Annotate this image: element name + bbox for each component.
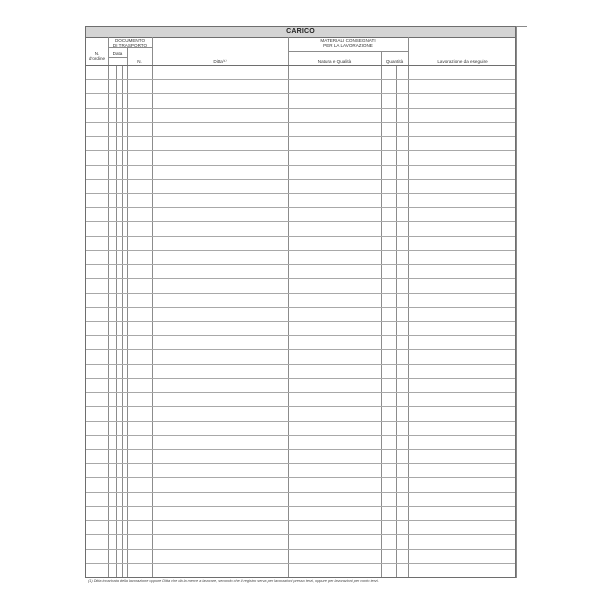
- ledger-row-line: [86, 278, 515, 279]
- ledger-row-line: [86, 321, 515, 322]
- ledger-row-line: [86, 549, 515, 550]
- ledger-row-line: [86, 264, 515, 265]
- header-quantita: Quantità: [385, 59, 404, 64]
- header-numero: N.: [137, 59, 142, 64]
- ledger-row-line: [86, 207, 515, 208]
- col-divider-data: [127, 47, 128, 577]
- page-edge-tick: [516, 26, 527, 27]
- header-ditta: Ditta⁽¹⁾: [213, 59, 227, 64]
- ledger-row-line: [86, 307, 515, 308]
- header-materiali-consegnati: MATERIALI CONSEGNATI PER LA LAVORAZIONE: [320, 38, 376, 48]
- ledger-row-line: [86, 122, 515, 123]
- ledger-row-line: [86, 349, 515, 350]
- ledger-row-line: [86, 250, 515, 251]
- ledger-row-line: [86, 378, 515, 379]
- header-natura-qualita: Natura e Qualità: [317, 59, 352, 64]
- carico-form: [85, 26, 516, 578]
- ledger-row-line: [86, 406, 515, 407]
- ledger-row-line: [86, 93, 515, 94]
- ledger-row-line: [86, 520, 515, 521]
- ledger-row-line: [86, 449, 515, 450]
- ledger-row-line: [86, 293, 515, 294]
- form-title: CARICO: [86, 27, 515, 38]
- ledger-row-line: [86, 435, 515, 436]
- ledger-row-line: [86, 335, 515, 336]
- ledger-row-line: [86, 364, 515, 365]
- ledger-row-line: [86, 221, 515, 222]
- ledger-row-line: [86, 492, 515, 493]
- ledger-row-line: [86, 165, 515, 166]
- ledger-row-line: [86, 136, 515, 137]
- ledger-row-line: [86, 463, 515, 464]
- ledger-row-line: [86, 179, 515, 180]
- header-lavorazione: Lavorazione da eseguire: [437, 59, 488, 64]
- header-n-ordine: N. d'ordine: [88, 51, 106, 61]
- header-bottom-line: [86, 65, 515, 66]
- col-divider-natura: [381, 51, 382, 577]
- ledger-row-line: [86, 79, 515, 80]
- footnote: (1) Ditta incaricata della lavorazione oppure Ditta che dà la merce a lavorare, secondo che il registro serva per lavorazioni presso terzi, oppure per lavorazioni per conto terzi.: [88, 579, 379, 583]
- ledger-row-line: [86, 193, 515, 194]
- ledger-row-line: [86, 150, 515, 151]
- ledger-row-line: [86, 108, 515, 109]
- ledger-row-line: [86, 421, 515, 422]
- header-documento-trasporto: DOCUMENTO DI TRASPORTO: [112, 38, 148, 48]
- data-underline: [108, 57, 127, 58]
- materiali-underline: [288, 51, 408, 52]
- header-data: Data: [112, 51, 123, 56]
- ledger-row-line: [86, 534, 515, 535]
- page-edge-line: [516, 26, 517, 578]
- ledger-row-line: [86, 236, 515, 237]
- ledger-row-line: [86, 563, 515, 564]
- ledger-row-line: [86, 392, 515, 393]
- ledger-row-line: [86, 477, 515, 478]
- ledger-row-line: [86, 506, 515, 507]
